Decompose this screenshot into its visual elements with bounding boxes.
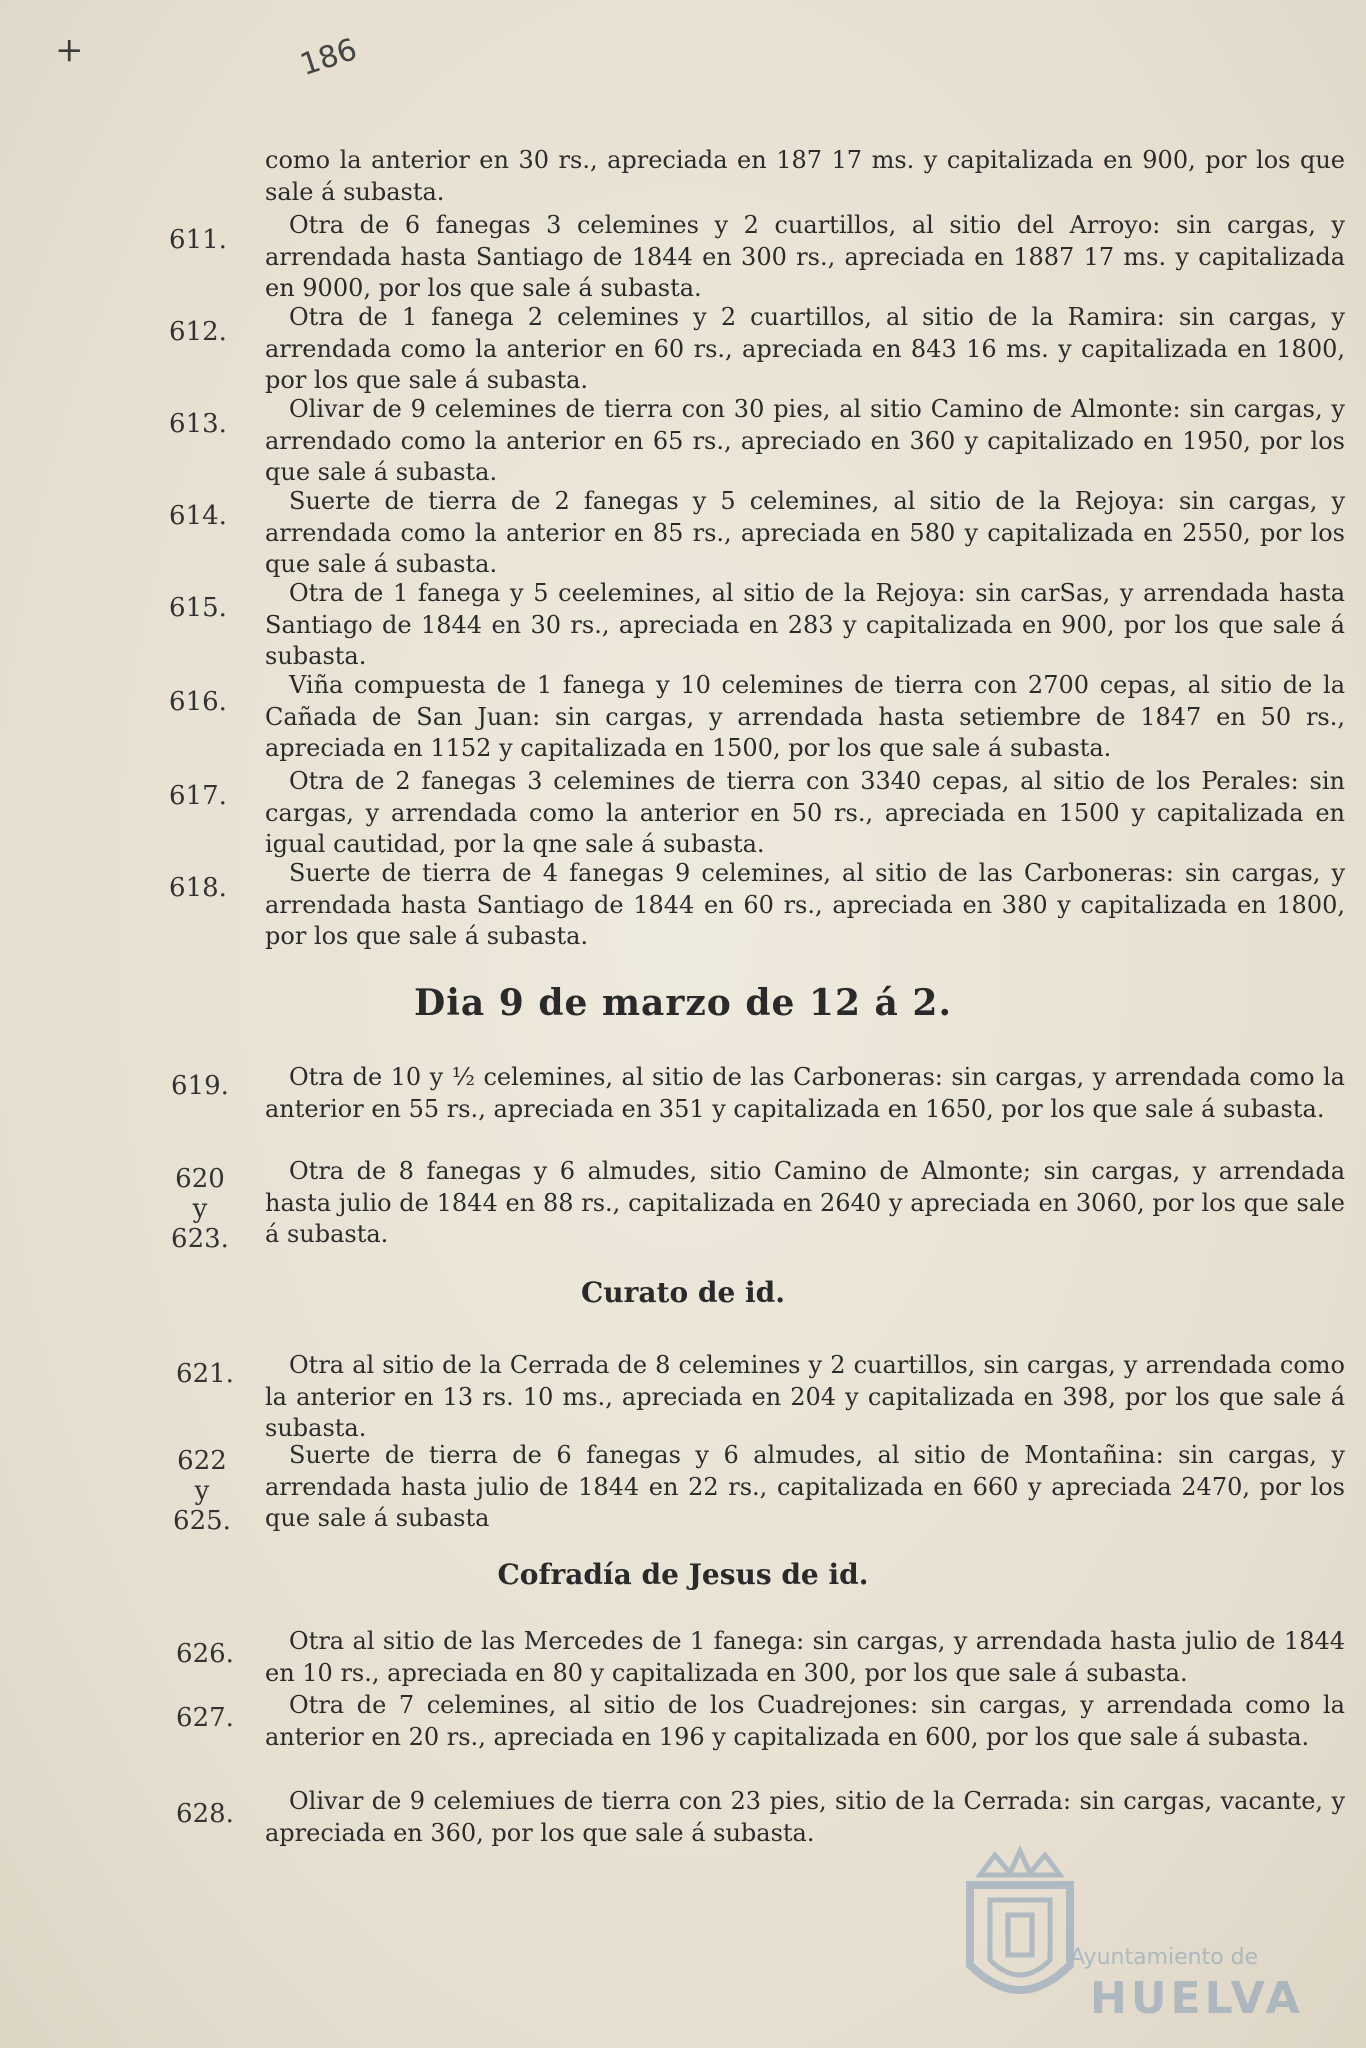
entry-text: Otra al sitio de las Mercedes de 1 fanega: sin cargas, y arrendada hasta julio de 1844 en 10 rs., apreciada en 80 y capitalizada en 300, por los que sale á subasta.: [265, 1627, 1345, 1687]
entry-number: 622 y 625.: [173, 1446, 231, 1536]
entry-number: 621.: [176, 1359, 234, 1389]
entry-number: 616.: [169, 687, 227, 717]
entry-text: Suerte de tierra de 2 fanegas y 5 celemines, al sitio de la Rejoya: sin cargas, y arrendada como la anterior en 85 rs., apreciada en 580 y capitalizada en 2550, por los que sale á subasta.: [265, 487, 1345, 578]
entry-number: 626.: [176, 1639, 234, 1669]
continuation-text: como la anterior en 30 rs., apreciada en 187 17 ms. y capitalizada en 900, por los que sale á subasta.: [265, 146, 1345, 206]
entry-text: Viña compuesta de 1 fanega y 10 celemines de tierra con 2700 cepas, al sitio de la Cañada de San Juan: sin cargas, y arrendada hasta setiembre de 1847 en 50 rs., apreciada en 1152 y capitalizada en 1500, por los que sale á subasta.: [265, 671, 1345, 762]
entry-text: Olivar de 9 celemiues de tierra con 23 pies, sitio de la Cerrada: sin cargas, vacante, y apreciada en 360, por los que sale á subasta.: [265, 1787, 1345, 1847]
section-heading-date: Dia 9 de marzo de 12 á 2.: [414, 982, 952, 1024]
entry-text: Otra al sitio de la Cerrada de 8 celemines y 2 cuartillos, sin cargas, y arrendada como la anterior en 13 rs. 10 ms., apreciada en 204 y capitalizada en 398, por los que sale á subasta.: [265, 1351, 1345, 1442]
entry-number: 615.: [169, 593, 227, 623]
entry-text: Otra de 1 fanega 2 celemines y 2 cuartillos, al sitio de la Ramira: sin cargas, y arrendada como la anterior en 60 rs., apreciada en 843 16 ms. y capitalizada en 1800, por los que sale á subasta.: [265, 303, 1345, 394]
entry-number: 628.: [176, 1799, 234, 1829]
folio-number: 186: [295, 32, 362, 83]
entry-text: Otra de 7 celemines, al sitio de los Cuadrejones: sin cargas, y arrendada como la anterior en 20 rs., apreciada en 196 y capitalizada en 600, por los que sale á subasta.: [265, 1691, 1345, 1751]
entry-text: Suerte de tierra de 4 fanegas 9 celemines, al sitio de las Carboneras: sin cargas, y arrendada hasta Santiago de 1844 en 60 rs., apreciada en 380 y capitalizada en 1800, por los que sale á subasta.: [265, 859, 1345, 950]
entry-number: 620 y 623.: [171, 1164, 229, 1254]
entry-text: Olivar de 9 celemines de tierra con 30 pies, al sitio Camino de Almonte: sin cargas, y arrendado como la anterior en 65 rs., apreciado en 360 y capitalizado en 1950, por los que sale á subasta.: [265, 395, 1345, 486]
corner-mark: +: [55, 30, 84, 70]
watermark-line1: Ayuntamiento de: [1070, 1945, 1259, 1970]
coat-of-arms-icon: [950, 1845, 1090, 2025]
entry-text: Otra de 2 fanegas 3 celemines de tierra con 3340 cepas, al sitio de los Perales: sin cargas, y arrendada como la anterior en 50 rs., apreciada en 1500 y capitalizada en igual cautidad, por la qne sale á subasta.: [265, 767, 1345, 858]
entry-number: 617.: [169, 781, 227, 811]
entry-text: Otra de 1 fanega y 5 ceelemines, al sitio de la Rejoya: sin carSas, y arrendada hasta Santiago de 1844 en 30 rs., apreciada en 283 y capitalizada en 900, por los que sale á subasta.: [265, 579, 1345, 670]
entry-number: 613.: [169, 409, 227, 439]
entry-text: Otra de 6 fanegas 3 celemines y 2 cuartillos, al sitio del Arroyo: sin cargas, y arrendada hasta Santiago de 1844 en 300 rs., apreciada en 1887 17 ms. y capitalizada en 9000, por los que sale á subasta.: [265, 211, 1345, 302]
entry-number: 612.: [169, 317, 227, 347]
entry-number: 627.: [176, 1703, 234, 1733]
entry-number: 618.: [169, 873, 227, 903]
watermark-line2: HUELVA: [1090, 1973, 1304, 2024]
entry-text: Otra de 8 fanegas y 6 almudes, sitio Camino de Almonte; sin cargas, y arrendada hasta julio de 1844 en 88 rs., capitalizada en 2640 y apreciada en 3060, por los que sale á subasta.: [265, 1157, 1345, 1248]
watermark-stamp: [950, 1845, 1304, 2025]
entry-number: 614.: [169, 501, 227, 531]
section-heading-cofradia: Cofradía de Jesus de id.: [497, 1558, 869, 1591]
entry-number: 619.: [171, 1071, 229, 1101]
entry-text: Otra de 10 y ½ celemines, al sitio de las Carboneras: sin cargas, y arrendada como la anterior en 55 rs., apreciada en 351 y capitalizada en 1650, por los que sale á subasta.: [265, 1063, 1345, 1123]
entry-number: 611.: [169, 225, 227, 255]
section-heading-curato: Curato de id.: [581, 1276, 785, 1309]
entry-text: Suerte de tierra de 6 fanegas y 6 almudes, al sitio de Montañina: sin cargas, y arrendada hasta julio de 1844 en 22 rs., capitalizada en 660 y apreciada 2470, por los que sale á subasta: [265, 1441, 1345, 1532]
